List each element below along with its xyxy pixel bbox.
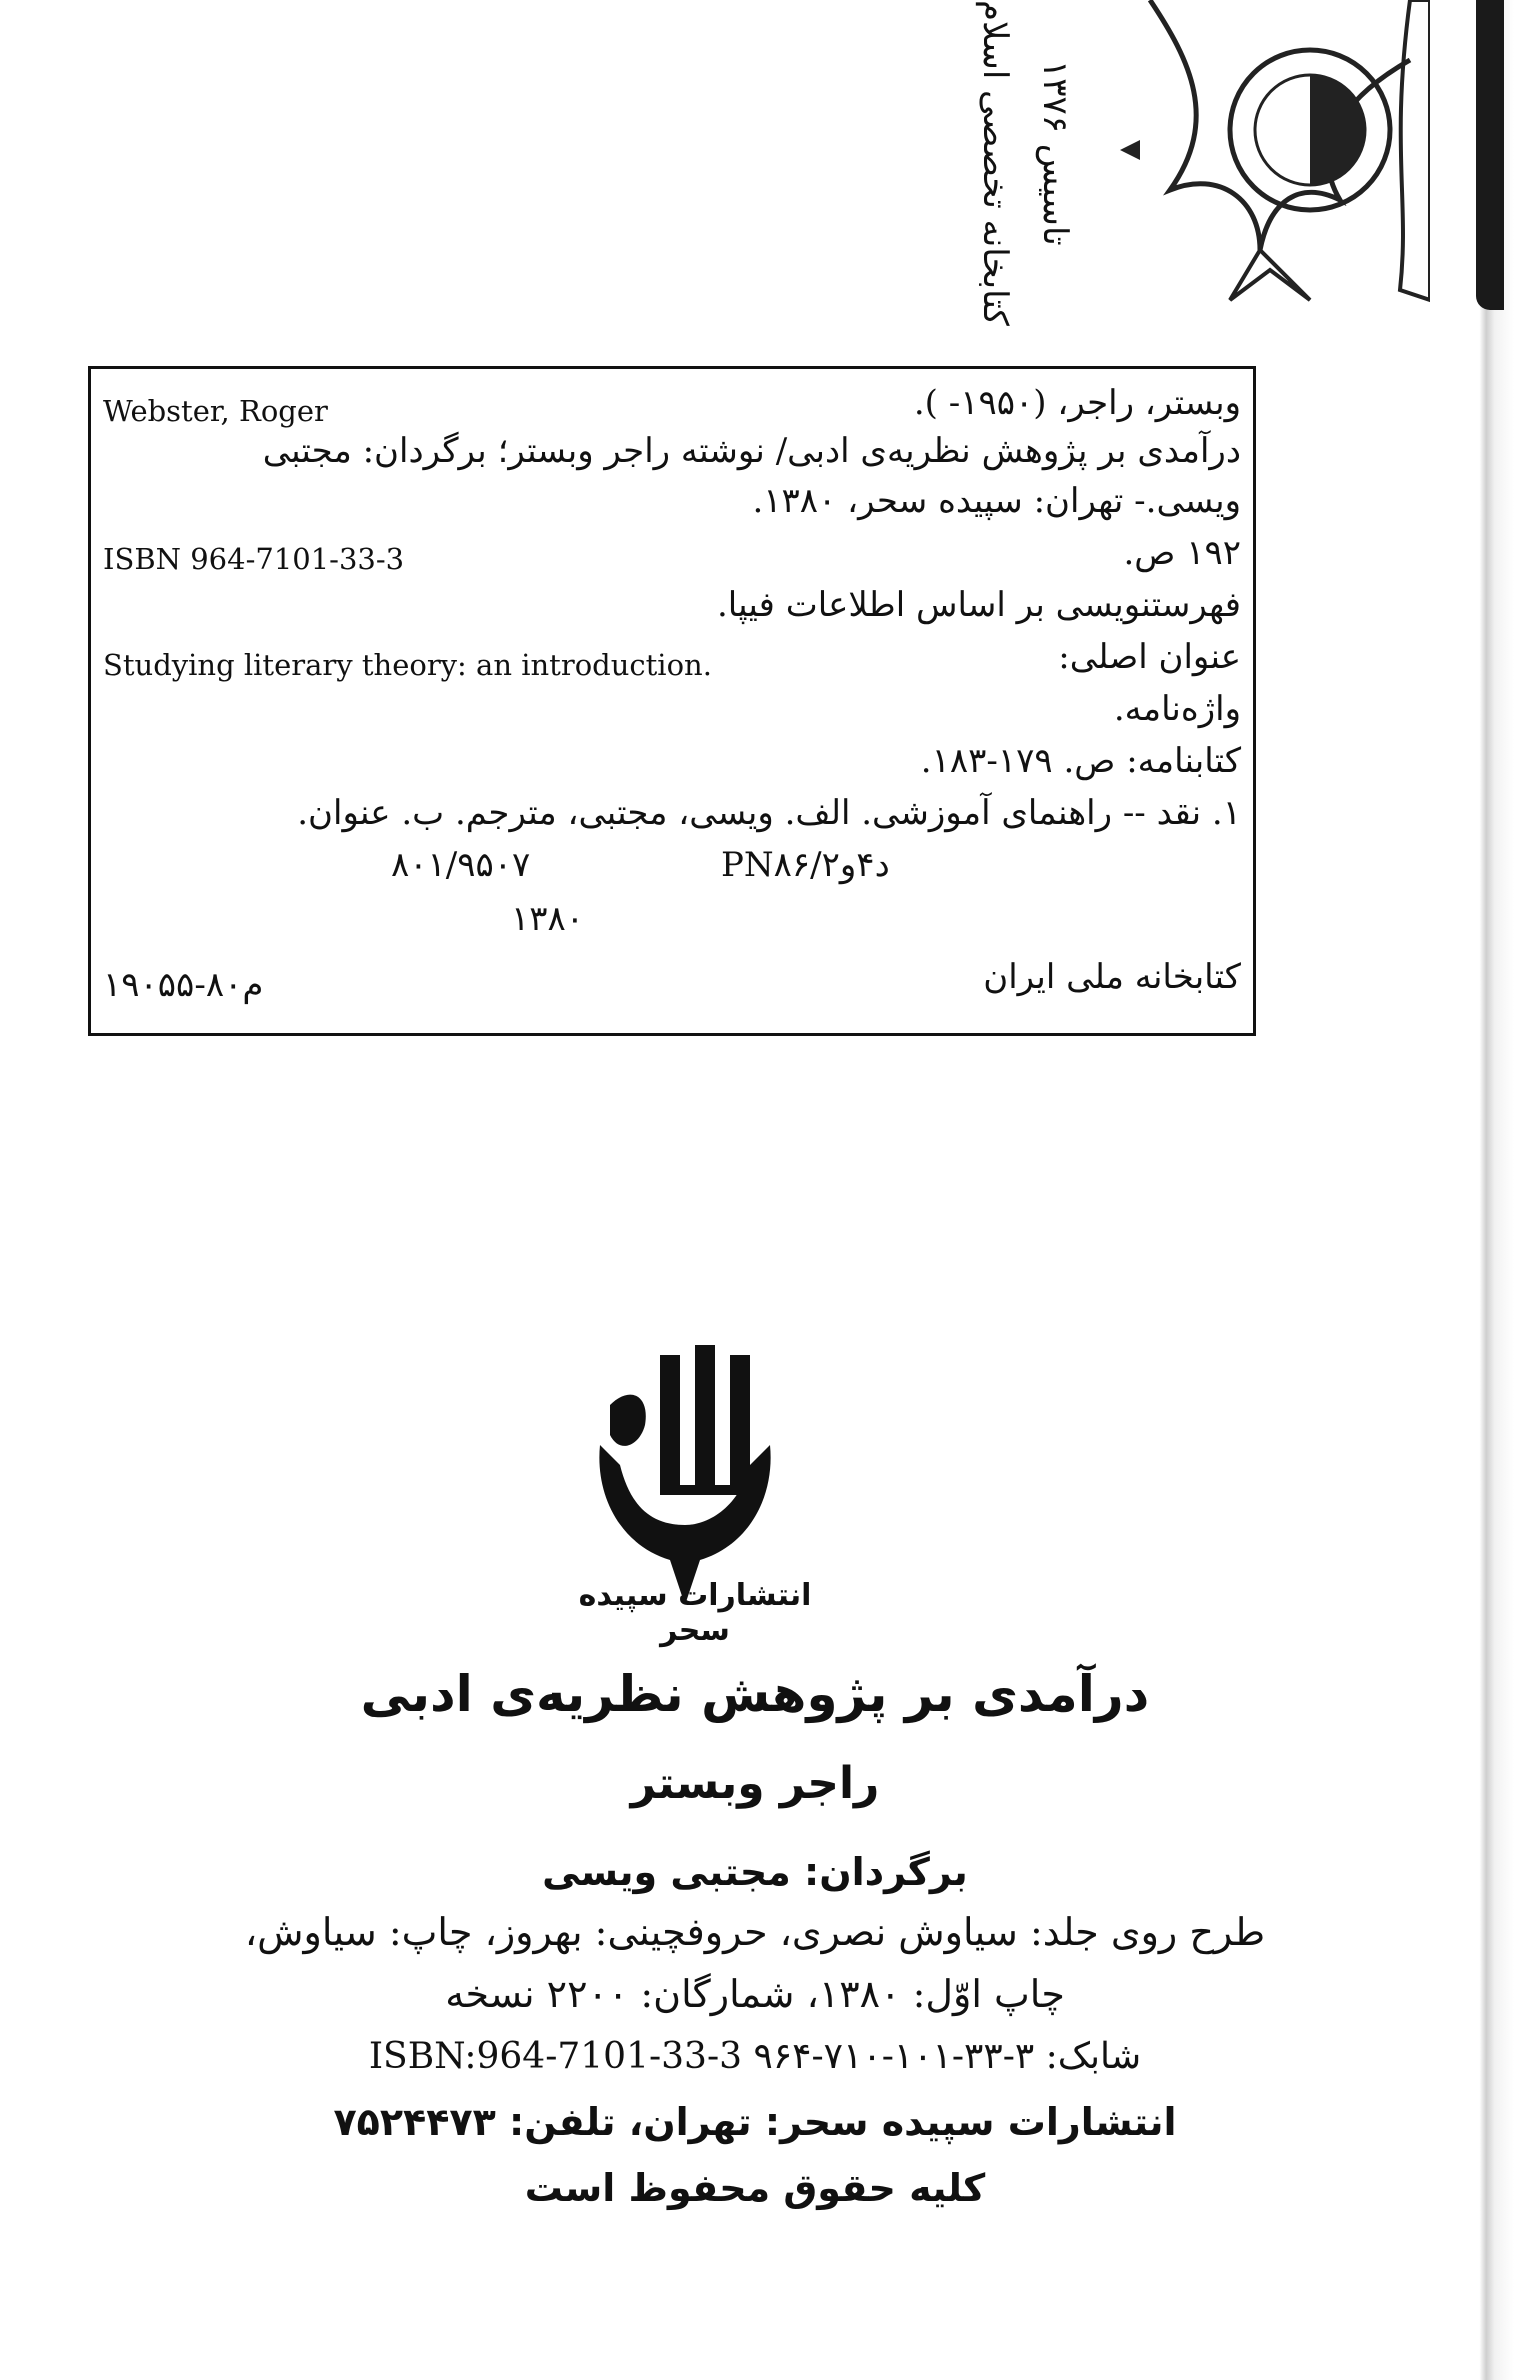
isbn-latin: ISBN 964-7101-33-3 (103, 542, 405, 576)
author-latin: Webster, Roger (103, 394, 328, 428)
bibliography-note: کتابنامه: ص. ۱۷۹-۱۸۳. (920, 741, 1241, 781)
original-title-label: عنوان اصلی: (1058, 637, 1241, 677)
original-title: Studying literary theory: an introduction. (103, 648, 712, 682)
national-library: کتابخانه ملی ایران (983, 957, 1241, 997)
glossary-note: واژه‌نامه. (1113, 689, 1241, 729)
title-statement-line1: درآمدی بر پژوهش نظریه‌ی ادبی/ نوشته راجر وبستر؛ برگردان: مجتبی (262, 431, 1241, 471)
library-stamp-emblem-icon (1110, 0, 1430, 310)
stamp-line-library: کتابخانه تخصصی اسلام (975, 0, 1015, 326)
publisher-logo-icon (590, 1345, 800, 1605)
title-statement-line2: ویسی.- تهران: سپیده سحر، ۱۳۸۰. (752, 481, 1241, 521)
catalog-year: ۱۳۸۰ (511, 899, 585, 939)
fipa-note: فهرستنویسی بر اساس اطلاعات فیپا. (716, 585, 1241, 625)
scan-edge-shadow (1466, 0, 1514, 2380)
catalog-card (88, 366, 1256, 1036)
copyright-notice: کلیه حقوق محفوظ است (524, 2166, 986, 2210)
book-title: درآمدی بر پژوهش نظریه‌ی ادبی (360, 1665, 1150, 1723)
subject-headings: ۱. نقد -- راهنمای آموزشی. الف. ویسی، مجتبی، مترجم. ب. عنوان. (297, 793, 1241, 833)
author-persian: وبستر، راجر، (۱۹۵۰- ). (913, 383, 1241, 423)
book-translator: برگردان: مجتبی ویسی (542, 1850, 968, 1894)
library-stamp-text (975, 0, 1095, 326)
edition-info: چاپ اوّل: ۱۳۸۰، شمارگان: ۲۲۰۰ نسخه (445, 1972, 1065, 2016)
record-number: م۸۰-۱۹۰۵۵ (103, 965, 264, 1005)
scan-edge-dark (1476, 0, 1504, 310)
publisher-contact: انتشارات سپیده سحر: تهران، تلفن: ۷۵۲۴۴۷۳ (333, 2100, 1177, 2144)
page-count: ۱۹۲ ص. (1123, 533, 1241, 573)
logo-caption: انتشارات سپیده سحر (578, 1578, 812, 1648)
isbn-line: شابک: ۳-۳۳-۱۰۱-۷۱۰-۹۶۴ ISBN:964-7101-33-3 (368, 2036, 1142, 2077)
stamp-line-established: تاسیس ۱۳۷۶ (1035, 60, 1075, 246)
lc-classification: PN۸۶/۲د۴و (721, 845, 890, 885)
production-credits: طرح روی جلد: سیاوش نصری، حروفچینی: بهروز، چاپ: سیاوش، (244, 1910, 1266, 1954)
book-author: راجر وبستر (630, 1758, 880, 1809)
dewey-classification: ۸۰۱/۹۵۰۷ (391, 845, 531, 885)
